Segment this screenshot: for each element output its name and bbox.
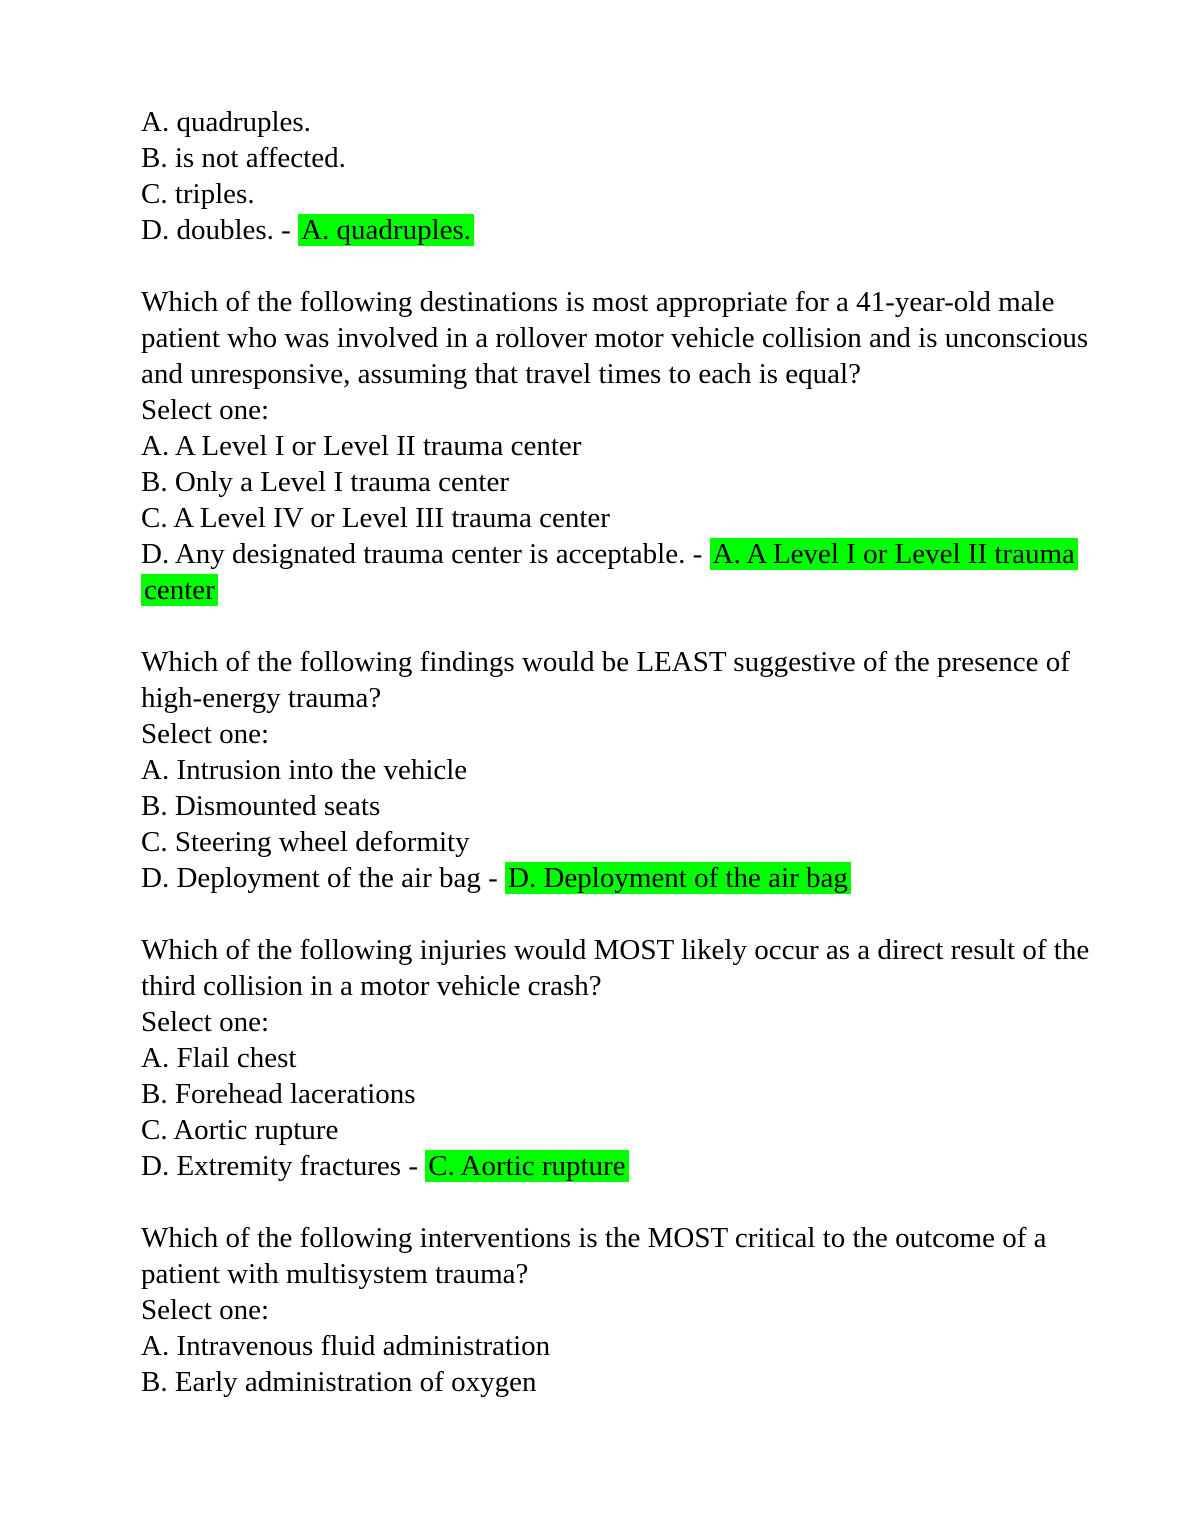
question-text-line: Which of the following injuries would MOST likely occur as a direct result of the (141, 934, 1090, 966)
question-text-line: patient with multisystem trauma? (141, 1258, 529, 1290)
option-line: C. Aortic rupture (141, 1114, 339, 1146)
option-line: B. Early administration of oxygen (141, 1366, 537, 1398)
option-text: D. Extremity fractures (141, 1150, 402, 1182)
select-one-label: Select one: (141, 1294, 270, 1326)
question-text-line: Which of the following destinations is most appropriate for a 41-year-old male (141, 286, 1055, 318)
option-line-with-answer (141, 212, 1061, 248)
question-block (141, 104, 1061, 248)
question-text-line: Which of the following interventions is the MOST critical to the outcome of a (141, 1222, 1047, 1254)
question-text-line: third collision in a motor vehicle crash? (141, 970, 602, 1002)
option-line-with-answer (141, 1148, 1061, 1184)
question-block (141, 1220, 1061, 1400)
answer-highlight: center (141, 574, 218, 606)
option-line: C. Steering wheel deformity (141, 826, 470, 858)
option-text: D. doubles. (141, 214, 274, 246)
answer-highlight: A. quadruples. (298, 214, 474, 246)
answer-separator: - (273, 214, 299, 246)
option-line: B. Dismounted seats (141, 790, 381, 822)
option-line: C. A Level IV or Level III trauma center (141, 502, 610, 534)
option-line: C. triples. (141, 178, 255, 210)
option-line: A. Intravenous fluid administration (141, 1330, 551, 1362)
document-page (141, 104, 1090, 1400)
answer-highlight: C. Aortic rupture (425, 1150, 628, 1182)
question-text-line: patient who was involved in a rollover motor vehicle collision and is unconscious (141, 322, 1089, 354)
option-line: A. Intrusion into the vehicle (141, 754, 468, 786)
question-block (141, 644, 1070, 896)
question-text-line: Which of the following findings would be LEAST suggestive of the presence of (141, 646, 1070, 678)
option-text: D. Deployment of the air bag (141, 862, 481, 894)
question-block (141, 284, 1089, 608)
select-one-label: Select one: (141, 394, 270, 426)
answer-highlight-continuation-line (141, 572, 1061, 608)
option-line: A. A Level I or Level II trauma center (141, 430, 582, 462)
question-text-line: high-energy trauma? (141, 682, 382, 714)
option-line: B. Only a Level I trauma center (141, 466, 509, 498)
question-block (141, 932, 1090, 1184)
option-line-with-answer (141, 860, 1061, 896)
select-one-label: Select one: (141, 1006, 270, 1038)
select-one-label: Select one: (141, 718, 270, 750)
option-text: D. Any designated trauma center is acceptable. (141, 538, 686, 570)
option-line-with-answer (141, 536, 1075, 572)
answer-separator: - (685, 538, 710, 570)
answer-separator: - (401, 1150, 426, 1182)
option-line: A. quadruples. (141, 106, 311, 138)
question-text-line: and unresponsive, assuming that travel times to each is equal? (141, 358, 861, 390)
option-line: A. Flail chest (141, 1042, 297, 1074)
option-line: B. Forehead lacerations (141, 1078, 416, 1110)
answer-separator: - (480, 862, 506, 894)
option-line: B. is not affected. (141, 142, 346, 174)
answer-highlight: D. Deployment of the air bag (505, 862, 851, 894)
answer-highlight: A. A Level I or Level II trauma (710, 538, 1078, 570)
